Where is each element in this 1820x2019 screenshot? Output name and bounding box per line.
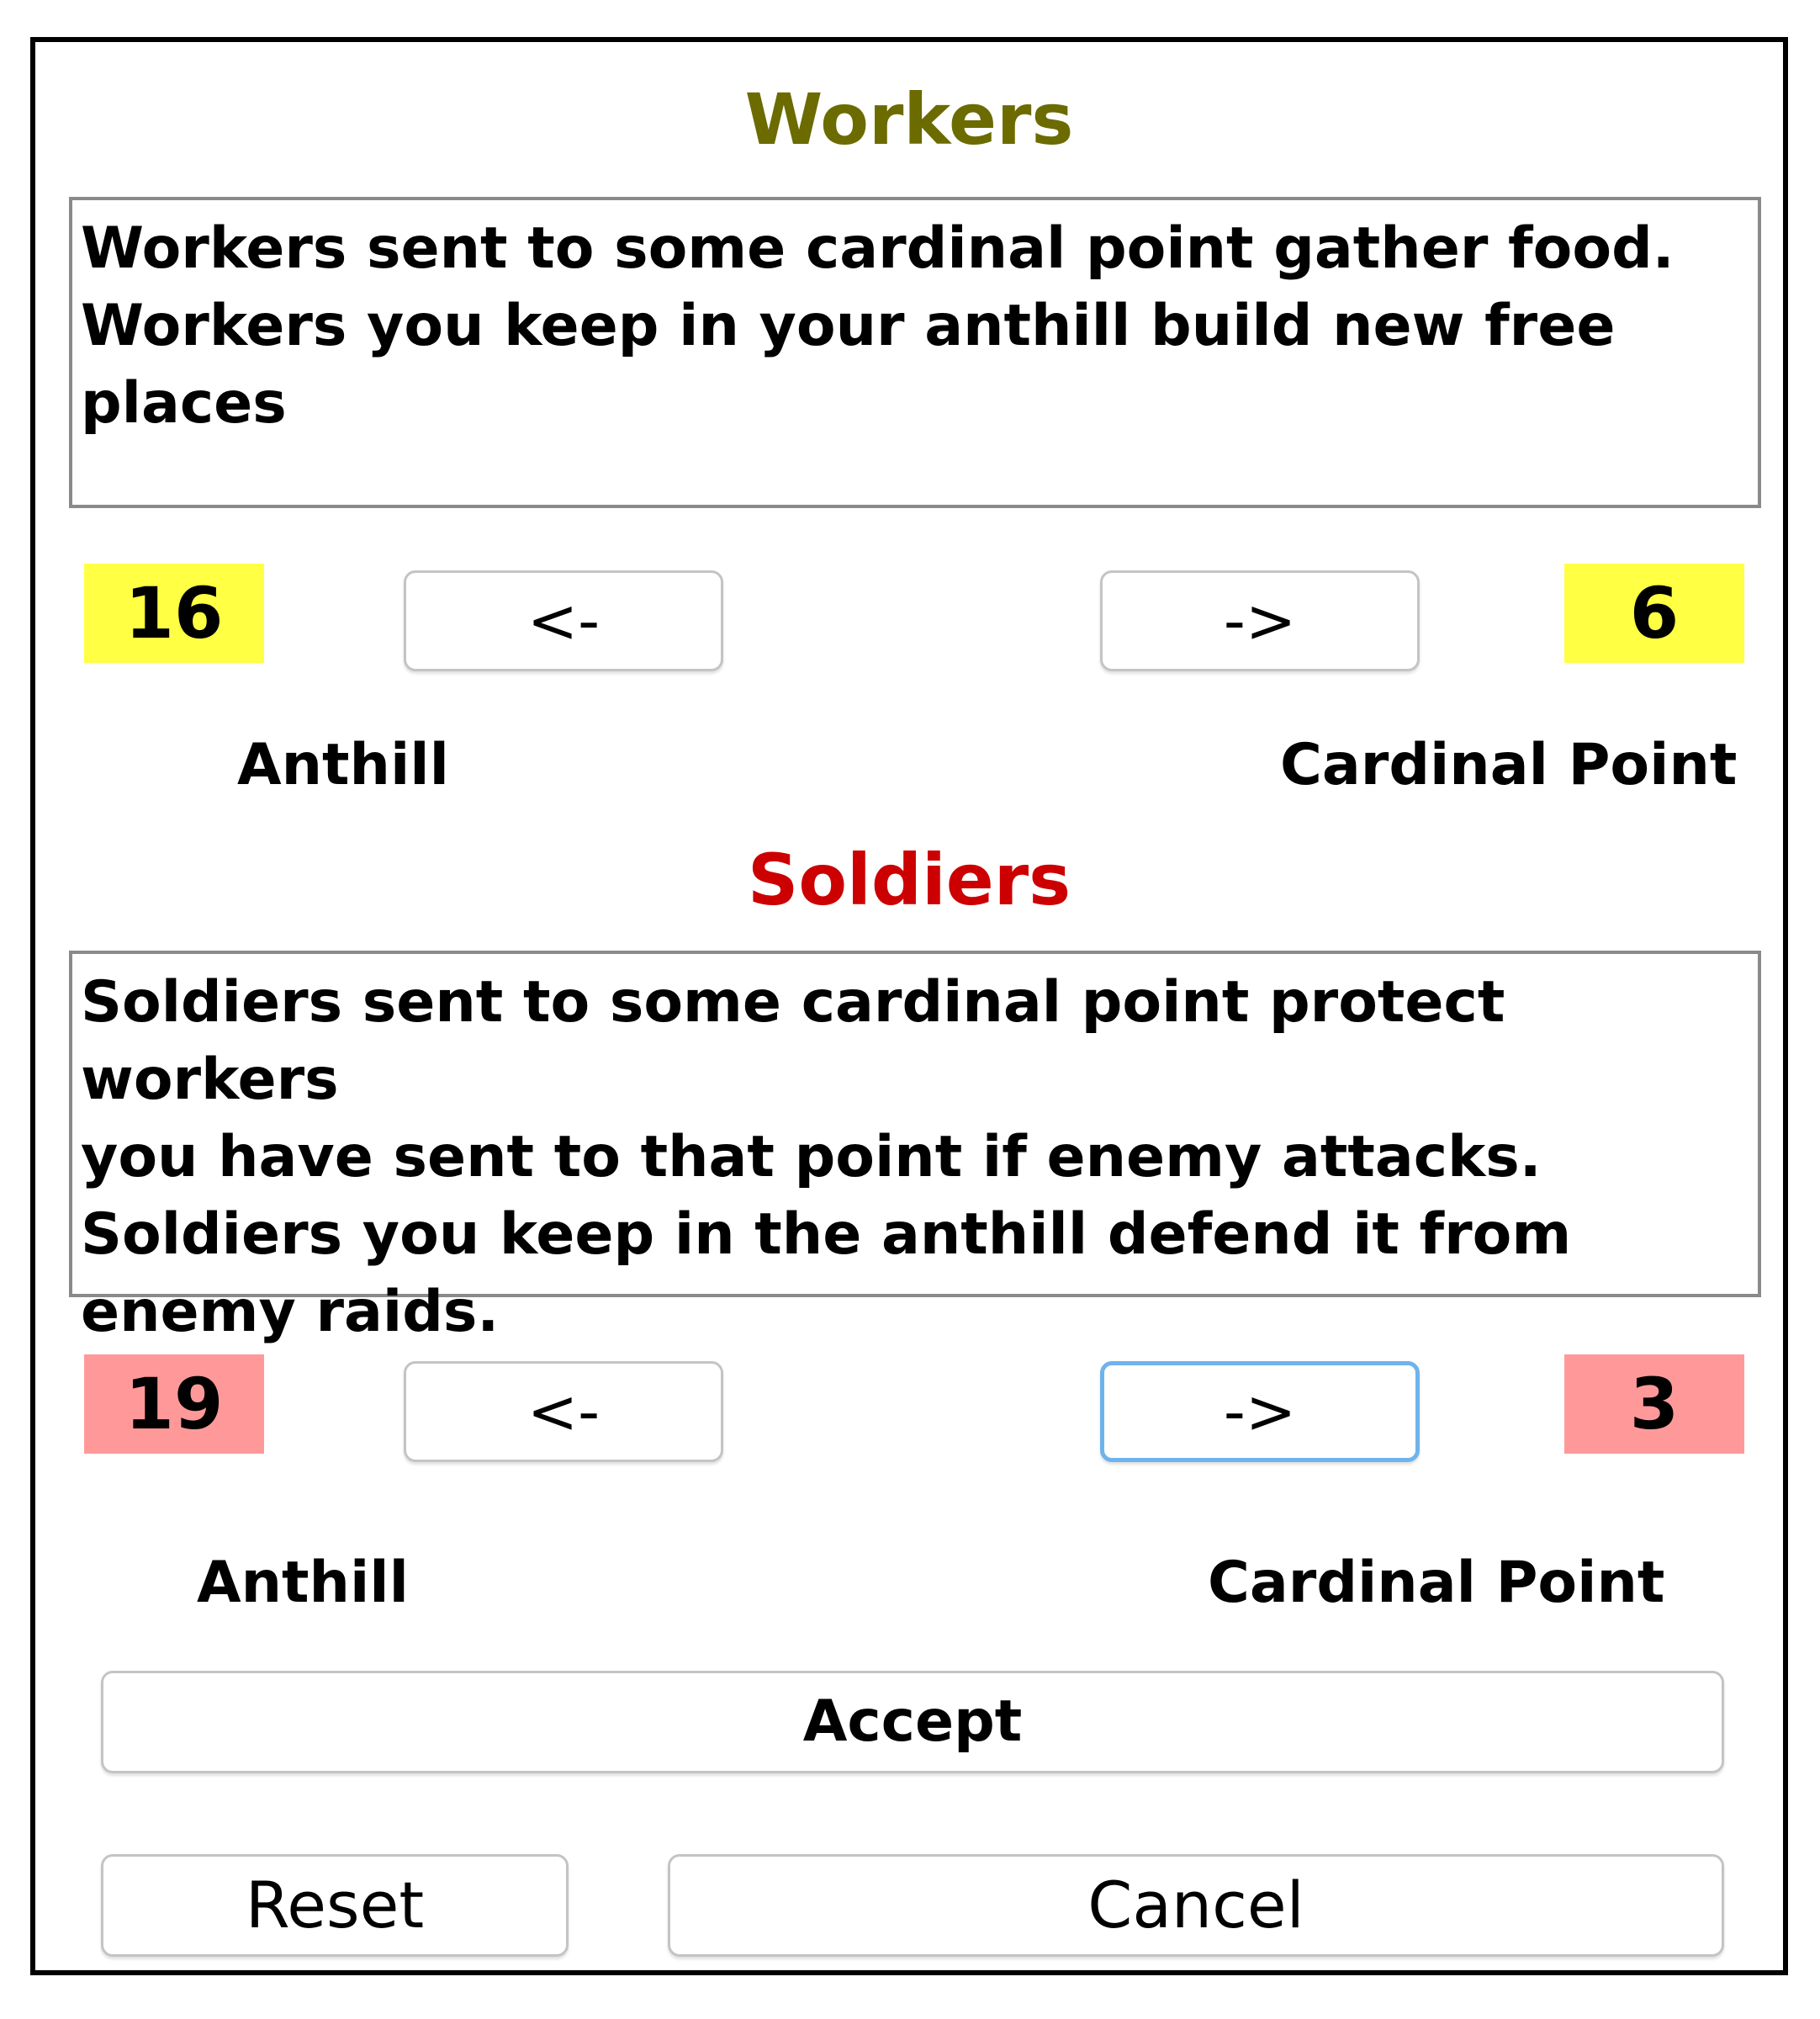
accept-button[interactable]: Accept <box>101 1671 1724 1773</box>
soldiers-anthill-count: 19 <box>84 1354 264 1454</box>
workers-move-to-anthill-button[interactable]: <- <box>404 570 723 671</box>
soldiers-move-to-anthill-button[interactable]: <- <box>404 1361 723 1462</box>
workers-move-to-cardinal-button[interactable]: -> <box>1100 570 1420 671</box>
soldiers-move-to-cardinal-button[interactable]: -> <box>1100 1361 1420 1462</box>
soldiers-anthill-label: Anthill <box>197 1550 409 1616</box>
workers-cardinal-label: Cardinal Point <box>1280 732 1738 798</box>
soldiers-cardinal-label: Cardinal Point <box>1208 1550 1665 1616</box>
workers-anthill-count: 16 <box>84 564 264 663</box>
workers-cardinal-count: 6 <box>1564 564 1744 663</box>
cancel-button[interactable]: Cancel <box>668 1854 1724 1957</box>
workers-description: Workers sent to some cardinal point gather food. Workers you keep in your anthill build new free places <box>69 197 1761 508</box>
distribution-dialog <box>30 37 1788 1975</box>
workers-anthill-label: Anthill <box>237 732 449 798</box>
reset-button[interactable]: Reset <box>101 1854 569 1957</box>
workers-title: Workers <box>744 78 1074 161</box>
soldiers-cardinal-count: 3 <box>1564 1354 1744 1454</box>
soldiers-title: Soldiers <box>747 839 1071 921</box>
soldiers-description: Soldiers sent to some cardinal point protect workers you have sent to that point if enemy attacks. Soldiers you keep in the anthill defend it from enemy raids. <box>69 951 1761 1297</box>
